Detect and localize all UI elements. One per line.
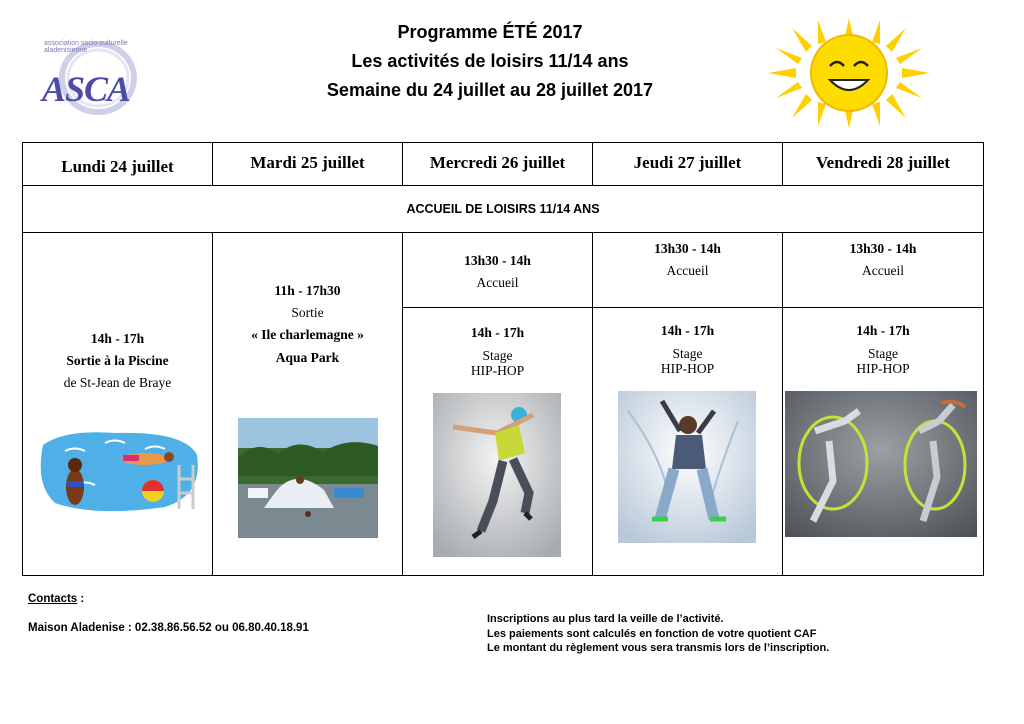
logo-tagline: association socio-culturelle aladenisienne — [44, 40, 128, 54]
contacts-suffix: : — [77, 593, 85, 605]
note-line: Inscriptions au plus tard la veille de l’activité. — [487, 613, 724, 625]
banner-accueil: ACCUEIL DE LOISIRS 11/14 ANS — [23, 186, 984, 233]
thursday-time: 14h - 17h — [660, 323, 715, 338]
contacts-heading — [28, 593, 84, 605]
cell-monday — [23, 233, 213, 576]
friday-stage: Stage — [868, 346, 898, 361]
tuesday-type: Sortie — [291, 305, 324, 320]
wednesday-accueil — [403, 233, 592, 308]
tuesday-activity: Aqua Park — [275, 350, 340, 365]
day-header-wednesday: Mercredi 26 juillet — [403, 143, 593, 186]
week-range: Semaine du 24 juillet au 28 juillet 2017 — [326, 80, 654, 100]
wednesday-stage: Stage — [482, 348, 513, 363]
friday-time: 14h - 17h — [856, 323, 910, 338]
cell-friday — [783, 233, 984, 576]
note-line: Les paiements sont calculés en fonction de votre quotient CAF — [487, 627, 817, 640]
tuesday-place: « Ile charlemagne » — [251, 327, 364, 342]
friday-accueil-label: Accueil — [862, 263, 904, 278]
wednesday-accueil-label: Accueil — [476, 275, 519, 290]
hip-hop-dancer-photo — [618, 391, 756, 543]
asca-logo — [40, 30, 140, 125]
day-header-thursday: Jeudi 27 juillet — [593, 143, 783, 186]
sun-icon — [768, 18, 930, 128]
contacts-line: Maison Aladenise : 02.38.86.56.52 ou 06.80.40.18.91 — [28, 622, 309, 634]
day-header-friday: Vendredi 28 juillet — [783, 143, 984, 186]
friday-accueil-time: 13h30 - 14h — [849, 241, 917, 256]
aqua-park-photo — [238, 418, 378, 538]
thursday-accueil — [593, 233, 782, 308]
tuesday-time: 11h - 17h30 — [274, 283, 341, 298]
wednesday-accueil-time: 13h30 - 14h — [464, 253, 531, 268]
swimming-pool-illustration — [35, 425, 203, 515]
cell-wednesday — [403, 233, 593, 576]
logo-text: ASCA — [42, 69, 131, 109]
registration-notes — [487, 612, 829, 656]
page-subtitle: Les activités de loisirs 11/14 ans — [351, 51, 629, 71]
monday-place: de St-Jean de Braye — [63, 375, 172, 390]
hip-hop-dancers-photo — [785, 391, 977, 537]
day-header-tuesday: Mardi 25 juillet — [213, 143, 403, 186]
friday-accueil — [783, 233, 983, 308]
hip-hop-dancer-photo — [433, 393, 561, 557]
day-header-monday: Lundi 24 juillet — [23, 143, 213, 186]
note-line: Le montant du règlement vous sera transmis lors de l’inscription. — [487, 642, 830, 654]
friday-activity: HIP-HOP — [856, 361, 910, 376]
monday-time: 14h - 17h — [90, 331, 145, 346]
contacts-label: Contacts — [28, 593, 78, 605]
cell-tuesday — [213, 233, 403, 576]
programme-table — [22, 142, 984, 576]
cell-thursday — [593, 233, 783, 576]
thursday-stage: Stage — [672, 346, 703, 361]
wednesday-time: 14h - 17h — [470, 325, 525, 340]
wednesday-activity: HIP-HOP — [470, 363, 525, 378]
page-title: Programme ÉTÉ 2017 — [397, 22, 583, 42]
monday-activity: Sortie à la Piscine — [66, 353, 169, 368]
thursday-accueil-label: Accueil — [666, 263, 709, 278]
thursday-accueil-time: 13h30 - 14h — [654, 241, 721, 256]
thursday-activity: HIP-HOP — [660, 361, 715, 376]
